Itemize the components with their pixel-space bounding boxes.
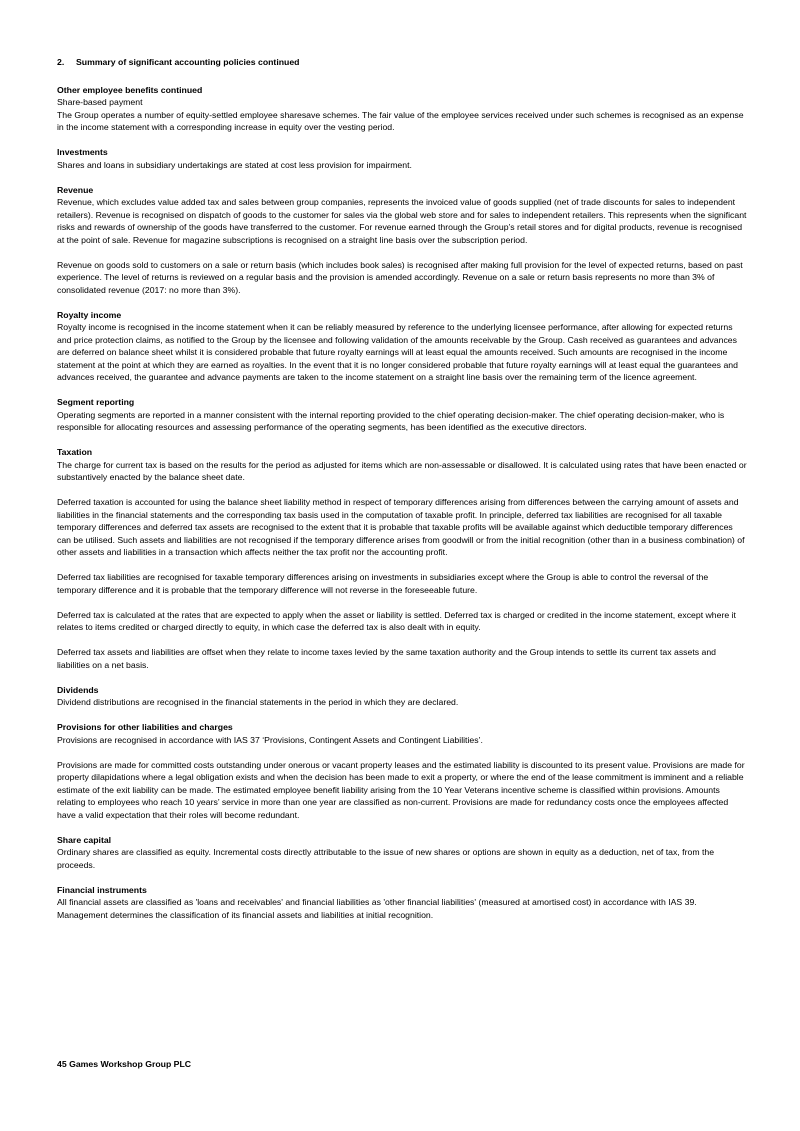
section-provisions xyxy=(57,721,747,821)
section-revenue xyxy=(57,184,747,297)
section-financial-instruments xyxy=(57,884,747,922)
document-page xyxy=(57,56,747,934)
para-provisions-2: Provisions are made for committed costs outstanding under onerous or vacant property leases and the estimated liability is discounted to its present value. Provisions are made for property dilapidations where a legal obligation exists and when the decision has been made to exit a property, or where the end of the lease commitment is imminent and a reliable estimate of the exit liability can be made. The estimated employee benefit liability arising from the 10 Year Veterans incentive scheme is classified within provisions. Amounts relating to employees who reach 10 years’ service in more than one year are classified as non-current. Provisions are made for redundancy costs once the employees affected have a valid expectation that their roles will become redundant. xyxy=(57,759,745,820)
heading-segment-reporting: Segment reporting xyxy=(57,397,135,407)
heading-royalty-income: Royalty income xyxy=(57,309,122,320)
para-share-capital: Ordinary shares are classified as equity. Incremental costs directly attributable to the issue of new shares or options are shown in equity as a deduction, net of tax, from the proceeds. xyxy=(57,847,715,870)
section-title xyxy=(57,56,747,69)
subheading-share-based-payment: Share-based payment xyxy=(57,97,143,107)
page-footer: 45 Games Workshop Group PLC xyxy=(57,1059,192,1069)
para-segment-reporting: Operating segments are reported in a manner consistent with the internal reporting provided to the chief operating decision-maker. The chief operating decision-maker, who is responsible for allocating resources and assessing performance of the operating segments, has been identified as the executive directors. xyxy=(57,409,725,432)
section-dividends xyxy=(57,684,747,709)
para-revenue-1: Revenue, which excludes value added tax and sales between group companies, represents the invoiced value of goods supplied (net of trade discounts for sales to independent retailers). Revenue is recognised on dispatch of goods to the customer for sales via the global web store and for sales to independent retailers. This represents when the significant risks and rewards of ownership of the goods have transferred to the customer. For revenue earned through the Group’s retail stores and for digital products, revenue is recognised at the point of sale. Revenue for magazine subscriptions is recognised on a straight line basis over the subscription period. xyxy=(57,197,747,245)
para-dividends: Dividend distributions are recognised in the financial statements in the period in which they are declared. xyxy=(57,697,459,707)
heading-taxation: Taxation xyxy=(57,447,93,457)
para-taxation-3: Deferred tax liabilities are recognised for taxable temporary differences arising on investments in subsidiaries except where the Group is able to control the reversal of the temporary difference and it is probable that the temporary difference will not reverse in the foreseeable future. xyxy=(57,572,709,595)
heading-investments: Investments xyxy=(57,147,108,157)
para-taxation-5: Deferred tax assets and liabilities are offset when they relate to income taxes levied by the same taxation authority and the Group intends to settle its current tax assets and liabilities on a net basis. xyxy=(57,647,717,670)
para-taxation-4: Deferred tax is calculated at the rates that are expected to apply when the asset or liability is settled. Deferred tax is charged or credited in the income statement, except where it relates to items credited or charged directly to equity, in which case the deferred tax is also dealt with in equity. xyxy=(57,609,736,632)
section-taxation xyxy=(57,446,747,671)
heading-employee-benefits: Other employee benefits continued xyxy=(57,84,203,95)
section-royalty-income xyxy=(57,309,747,384)
heading-provisions: Provisions for other liabilities and charges xyxy=(57,722,233,732)
para-taxation-1: The charge for current tax is based on the results for the period as adjusted for items which are non-assessable or disallowed. It is calculated using rates that have been enacted or substantively enacted by the balance sheet date. xyxy=(57,459,747,482)
heading-share-capital: Share capital xyxy=(57,834,112,845)
section-segment-reporting xyxy=(57,396,747,434)
section-share-capital xyxy=(57,834,747,872)
para-provisions-1: Provisions are recognised in accordance with IAS 37 ‘Provisions, Contingent Assets and Contingent Liabilities’. xyxy=(57,734,483,745)
heading-financial-instruments: Financial instruments xyxy=(57,884,147,895)
section-investments xyxy=(57,146,747,171)
heading-revenue: Revenue xyxy=(57,184,94,195)
para-taxation-2: Deferred taxation is accounted for using the balance sheet liability method in respect of temporary differences arising from differences between the carrying amount of assets and liabilities in the financial statements and the corresponding tax basis used in the computation of taxable profit. In principle, deferred tax liabilities are recognised for all taxable temporary differences and deferred tax assets are recognised to the extent that it is probable that taxable profits will be available against which deductible temporary differences can be utilised. Such assets and liabilities are not recognised if the temporary difference arises from goodwill or from the initial recognition (other than in a business combination) of other assets and liabilities in a transaction which affects neither the tax profit nor the accounting profit. xyxy=(57,497,745,557)
para-employee-benefits: The Group operates a number of equity-settled employee sharesave schemes. The fair value of the employee services received under such schemes is recognised as an expense in the income statement with a corresponding increase in equity over the vesting period. xyxy=(57,109,744,132)
section-number: 2. xyxy=(57,57,65,67)
para-revenue-2: Revenue on goods sold to customers on a sale or return basis (which includes book sales) is recognised after making full provision for the level of expected returns, based on past experience. The level of returns is reviewed on a regular basis and the provision is amended accordingly. Revenue on a sale or return basis represents no more than 3% of consolidated revenue (2017: no more than 3%). xyxy=(57,259,743,295)
para-investments: Shares and loans in subsidiary undertakings are stated at cost less provision for impairment. xyxy=(57,159,412,170)
heading-dividends: Dividends xyxy=(57,684,99,695)
para-financial-instruments: All financial assets are classified as 'loans and receivables' and financial liabilities as 'other financial liabilities' (measured at amortised cost) in accordance with IAS 39. Management determines the classification of its financial assets and liabilities at initial recognition. xyxy=(57,897,697,920)
section-employee-benefits xyxy=(57,84,747,134)
para-royalty-income: Royalty income is recognised in the income statement when it can be reliably measured by reference to the underlying licensee performance, after allowing for expected returns and price protection claims, as notified to the Group by the licensee and following validation of the amounts receivable by the Group. Cash received as guarantees and advances are deferred on balance sheet whilst it is considered probable that future royalty earnings will at least equal the amounts received. Such amounts are recognised in the income statement at the point at which they are earned as royalties. In the event that it is no longer considered probable that future royalty earnings will at least equal the guarantees and advances received, the guarantee and advance payments are taken to the income statement on a straight line basis over the remaining term of the licence agreement. xyxy=(57,322,738,382)
section-title-text: Summary of significant accounting policies continued xyxy=(76,57,300,67)
